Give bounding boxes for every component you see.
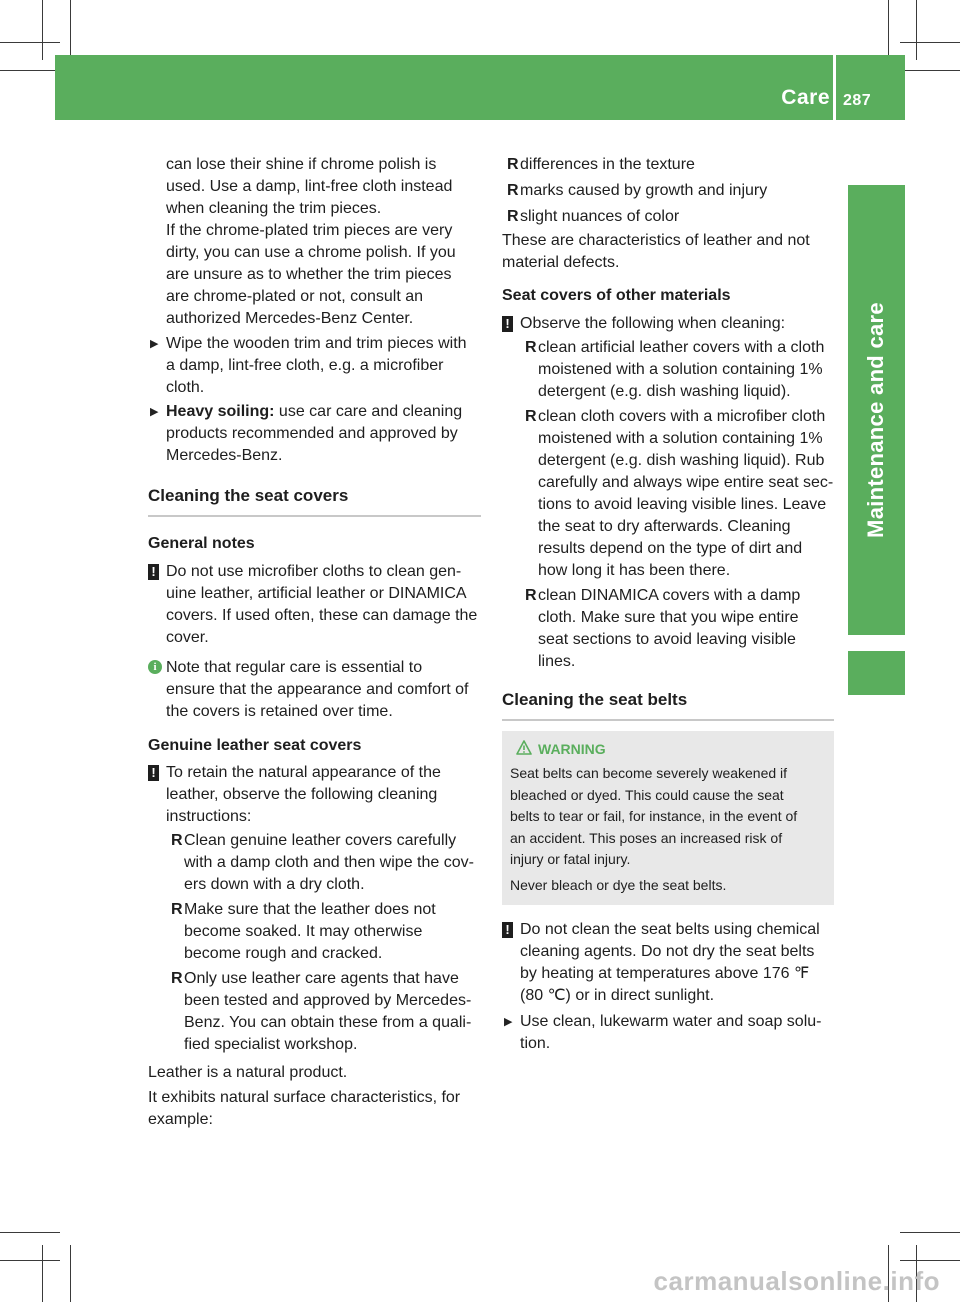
page-number: 287	[843, 92, 872, 109]
warning-title: WARNING	[538, 741, 606, 757]
info-icon: i	[148, 660, 162, 674]
bullet-icon: R	[171, 901, 183, 918]
step-wipe-trim: ▶ Wipe the wooden trim and trim pieces with a damp, lint-free cloth, e.g. a microfiber cloth.	[150, 335, 467, 396]
list-item: R Only use leather care agents that have been tested and approved by Mercedes- Benz. You can obtain these from a quali- fied specialist workshop.	[171, 970, 472, 1053]
heading-rule	[148, 515, 481, 517]
section-title: Care	[781, 86, 830, 109]
arrow-icon: ▶	[504, 1015, 513, 1028]
step-heavy-soiling: ▶ Heavy soiling: use car care and cleaning products recommended and approved by Mercedes-Benz.	[150, 403, 463, 464]
list-item: R clean DINAMICA covers with a damp cloth. Make sure that you wipe entire seat sections to avoid leaving visible lines.	[525, 587, 801, 670]
notice-leather: ! To retain the natural appearance of the leather, observe the following cleaning instructions:	[166, 762, 481, 828]
list-item: R slight nuances of color	[520, 206, 834, 228]
info-regular-care: i Note that regular care is essential to ensure that the appearance and comfort of the covers is retained over time.	[166, 657, 481, 723]
list-item: R Clean genuine leather covers carefully with a damp cloth and then wipe the cov- ers down with a dry cloth.	[171, 832, 474, 893]
crop-mark	[0, 42, 60, 43]
arrow-icon: ▶	[150, 406, 159, 418]
list-item: R marks caused by growth and injury	[520, 180, 834, 202]
general-notes-heading: General notes	[148, 535, 255, 552]
seat-covers-heading: Cleaning the seat covers	[148, 486, 349, 505]
arrow-icon: ▶	[150, 338, 159, 350]
crop-mark	[900, 1232, 960, 1233]
genuine-leather-heading: Genuine leather seat covers	[148, 737, 362, 754]
bullet-icon: R	[507, 208, 519, 225]
bullet-icon: R	[525, 408, 537, 425]
exclamation-icon: !	[502, 316, 513, 332]
list-item: R clean artificial leather covers with a cloth moistened with a solution containing 1% detergent (e.g. dish washing liquid).	[525, 339, 825, 400]
seat-belts-heading: Cleaning the seat belts	[502, 690, 688, 709]
watermark: carmanualsonline.info	[653, 1266, 940, 1296]
warning-instruction: Never bleach or dye the seat belts.	[510, 876, 727, 893]
crop-mark	[0, 70, 60, 71]
notice-other-materials: ! Observe the following when cleaning:	[520, 313, 834, 335]
characteristics-text: These are characteristics of leather and not material defects.	[502, 232, 810, 271]
exhibits-text: It exhibits natural surface characteristics, for example:	[148, 1089, 461, 1128]
crop-mark	[0, 1232, 60, 1233]
crop-mark	[42, 0, 43, 60]
bullet-icon: R	[507, 156, 519, 173]
side-tab-label: Maintenance and care	[863, 302, 888, 538]
warning-box	[502, 731, 834, 905]
crop-mark	[888, 0, 889, 60]
crop-mark	[70, 1245, 71, 1302]
crop-mark	[900, 70, 960, 71]
exclamation-icon: !	[502, 922, 513, 938]
crop-mark	[42, 1245, 43, 1302]
right-column	[502, 154, 834, 1055]
crop-mark	[900, 1260, 960, 1261]
crop-mark	[70, 0, 71, 60]
crop-mark	[900, 42, 960, 43]
crop-mark	[916, 0, 917, 60]
list-item: R clean cloth covers with a microfiber cloth moistened with a solution containing 1% detergent (e.g. dish washing liquid). Rub carefully and always wipe entire seat sec- tions to avoid leaving visible lines. Leave the seat to dry afterwards. Cleaning results depend on the type of dirt and how long it has been there.	[525, 408, 834, 579]
exclamation-icon: !	[148, 765, 159, 781]
notice-microfiber: ! Do not use microfiber cloths to clean gen- uine leather, artificial leather or DINAMICA covers. If used often, these can damage the cover.	[166, 561, 481, 649]
warning-header	[510, 739, 826, 761]
natural-product-text: Leather is a natural product.	[148, 1064, 348, 1081]
left-column	[148, 154, 481, 1131]
warning-triangle-icon	[516, 740, 532, 755]
chrome-intro: can lose their shine if chrome polish is used. Use a damp, lint-free cloth instead when cleaning the trim pieces.	[166, 156, 453, 217]
bullet-icon: R	[525, 339, 537, 356]
chrome-paragraph: If the chrome-plated trim pieces are very dirty, you can use a chrome polish. If you are unsure as to whether the trim pieces are chrome-plated or not, consult an authorized Mercedes-Benz Center.	[166, 222, 456, 327]
side-tab-marker	[848, 651, 905, 695]
notice-seat-belts: ! Do not clean the seat belts using chemical cleaning agents. Do not dry the seat belts by heating at temperatures above 176 ℉ (80 ℃) or in direct sunlight.	[520, 919, 834, 1007]
bullet-icon: R	[525, 587, 537, 604]
bullet-icon: R	[507, 182, 519, 199]
bullet-icon: R	[171, 970, 183, 987]
warning-body: Seat belts can become severely weakened if bleached or dyed. This could cause the seat belts to tear or fail, for instance, in the event of an accident. This poses an increased risk of injury or fatal injury.	[510, 765, 798, 868]
crop-mark	[0, 1260, 60, 1261]
step-clean-water: ▶ Use clean, lukewarm water and soap solu- tion.	[504, 1012, 822, 1052]
header-divider	[833, 55, 836, 120]
bullet-icon: R	[171, 832, 183, 849]
other-materials-heading: Seat covers of other materials	[502, 287, 731, 304]
heading-rule	[502, 719, 834, 721]
list-item: R differences in the texture	[520, 154, 834, 176]
list-item: R Make sure that the leather does not become soaked. It may otherwise become rough and cracked.	[171, 901, 436, 962]
exclamation-icon: !	[148, 564, 159, 580]
